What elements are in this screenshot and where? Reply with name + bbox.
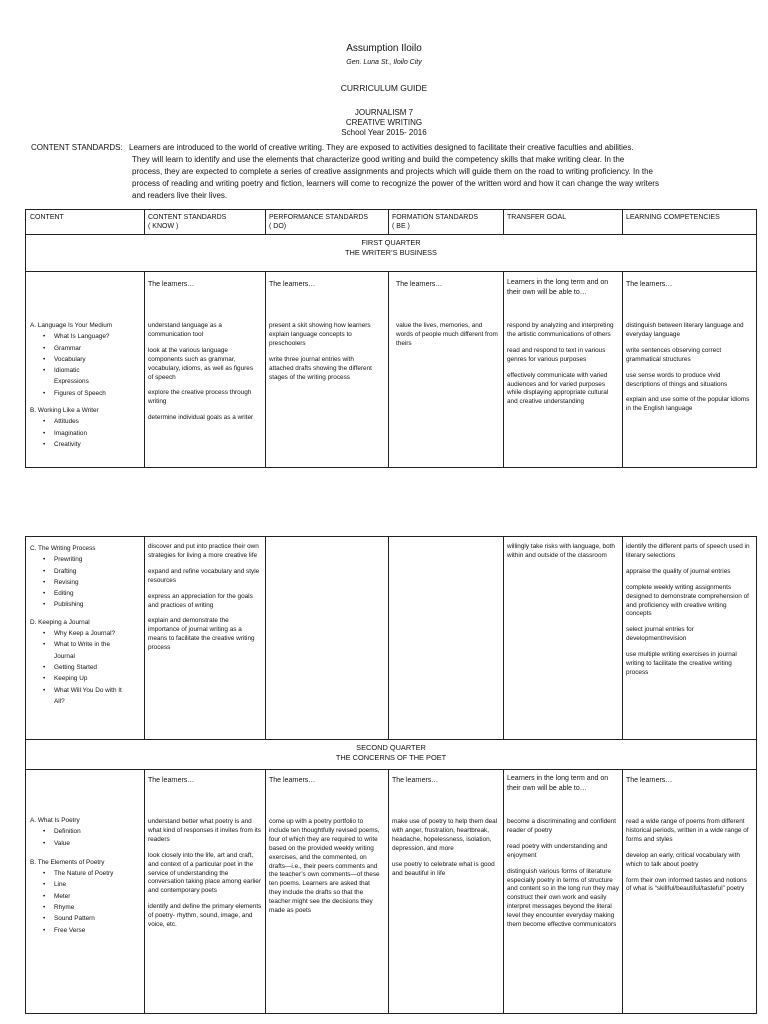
topic-item: • Why Keep a Journal? <box>54 628 144 639</box>
transfer-item: willingly take risks with language, both within and outside of the classroom <box>507 543 615 559</box>
transfer-item: become a discriminating and confident reader of poetry <box>507 818 617 834</box>
column-divider <box>622 210 623 234</box>
learning-competencies-cell <box>626 322 750 421</box>
standard-item: look closely into the life, art and craft, and context of a particular poet in the service of understanding the conversation taking place among earlier and contemporary poets <box>148 851 261 895</box>
standard-item: determine individual goals as a writer <box>148 414 254 422</box>
competency-item: appraise the quality of journal entries <box>626 567 731 575</box>
topic-heading: B. Working Like a Writer <box>30 407 99 415</box>
topic-heading: A. What Is Poetry <box>30 817 80 824</box>
topic-item: • Value <box>54 838 144 849</box>
topic-item: • Grammar <box>54 343 144 354</box>
content-topics <box>30 815 144 936</box>
transfer-intro: Learners in the long term and on their own will be able to… <box>507 775 609 792</box>
topic-item: • Sound Pattern <box>54 913 144 924</box>
standard-item: express an appreciation for the goals and practices of writing <box>148 592 253 609</box>
topic-item: • Attitudes <box>54 416 144 427</box>
transfer-item: distinguish various forms of literature especially poetry in terms of structure and content so in the long run they may construct their own work and easily interpret messages beyond the literal level they encounter everyday making them become effective communicators <box>507 867 619 929</box>
competency-item: identify the different parts of speech used in literary selections <box>626 543 750 559</box>
row-divider <box>26 271 756 272</box>
column-header-competencies: LEARNING COMPETENCIES <box>626 214 720 221</box>
column-header-know <box>148 213 263 231</box>
column-header-line: PERFORMANCE STANDARDS <box>269 214 369 221</box>
topic-item: • Prewriting <box>54 554 144 565</box>
competency-item: use multiple writing exercises in journal writing to facilitate the creative writing process <box>626 651 737 676</box>
learners-intro: The learners… <box>626 281 673 288</box>
column-header-line: FORMATION STANDARDS <box>392 214 479 221</box>
learning-competencies-cell <box>626 818 750 901</box>
standard-item: explain and demonstrate the importance of journal writing as a means to facilitate the creative writing process <box>148 617 255 652</box>
curriculum-table-second-quarter <box>25 536 757 1014</box>
topic-list <box>30 826 144 849</box>
column-divider <box>503 769 504 1013</box>
column-divider <box>622 271 623 467</box>
quarter-title: FIRST QUARTER <box>361 238 421 247</box>
quarter-theme: THE CONCERNS OF THE POET <box>335 753 447 762</box>
topic-item: • Editing <box>54 588 144 599</box>
learners-intro: The learners… <box>269 281 316 288</box>
standard-item: use poetry to celebrate what is good and beautiful in life <box>392 860 495 877</box>
column-header-content: CONTENT <box>30 214 64 221</box>
course-title: CREATIVE WRITING <box>345 118 423 127</box>
content-standards-label: CONTENT STANDARDS: <box>31 143 123 152</box>
standard-item: discover and put into practice their own strategies for living a more creative life <box>148 543 259 559</box>
topic-item: • Idiomatic Expressions <box>54 365 116 388</box>
topic-item: • What Will You Do with It All? <box>54 685 126 708</box>
topic-item: • Free Verse <box>54 925 144 936</box>
standard-item: understand better what poetry is and what kind of responses it invites from its readers <box>148 818 261 843</box>
school-year: School Year 2015- 2016 <box>341 128 427 137</box>
transfer-item: effectively communicate with varied audiences and for varied purposes while displaying appropriate cultural and creative understanding <box>507 371 609 406</box>
standard-item: identify and define the primary elements of poetry- rhythm, sound, image, and voice, etc. <box>148 903 262 929</box>
column-divider <box>388 769 389 1013</box>
row-divider <box>26 234 756 235</box>
competency-item: select journal entries for development/revision <box>626 626 694 643</box>
topic-item: • Imagination <box>54 428 144 439</box>
performance-standards-cell <box>269 322 379 389</box>
curriculum-table-first-quarter <box>25 209 757 468</box>
topic-item: • Meter <box>54 891 144 902</box>
content-topics <box>30 543 144 707</box>
topic-item: • The Nature of Poetry <box>54 868 144 879</box>
learners-intro: The learners… <box>148 281 195 288</box>
content-topics <box>30 320 144 450</box>
subject-title: JOURNALISM 7 <box>354 108 414 117</box>
topic-heading: B. The Elements of Poetry <box>30 858 105 866</box>
transfer-item: respond by analyzing and interpreting the artistic communications of others <box>507 322 614 338</box>
topic-list <box>30 331 144 399</box>
column-header-line: CONTENT STANDARDS <box>148 214 227 221</box>
content-standards-cell <box>148 322 260 430</box>
topic-heading: A. Language Is Your Medium <box>30 322 113 329</box>
competency-item: distinguish between literary language and everyday language <box>626 322 744 338</box>
column-divider <box>388 210 389 234</box>
column-header-be <box>392 213 502 231</box>
competency-item: use sense words to produce vivid descriptions of things and situations <box>626 371 728 388</box>
competency-item: explain and use some of the popular idioms in the English language <box>626 396 750 413</box>
column-divider <box>503 210 504 234</box>
quarter-theme: THE WRITER’S BUSINESS <box>345 248 437 257</box>
learning-competencies-cell <box>626 543 750 685</box>
column-header-line: ( KNOW ) <box>148 223 179 230</box>
topic-item: • Figures of Speech <box>54 388 144 399</box>
learners-intro: The learners… <box>392 777 439 784</box>
topic-item: • Keeping Up <box>54 673 144 684</box>
learners-intro: The learners… <box>396 281 443 288</box>
transfer-goal-cell <box>507 818 619 937</box>
column-divider <box>622 537 623 739</box>
topic-item: • Rhyme <box>54 902 144 913</box>
topic-list <box>30 554 144 610</box>
transfer-intro: Learners in the long term and on their own will be able to… <box>507 279 609 296</box>
column-divider <box>388 271 389 467</box>
row-divider <box>26 769 756 770</box>
topic-heading: D. Keeping a Journal <box>30 618 90 626</box>
topic-item: • Publishing <box>54 599 144 610</box>
column-divider <box>388 537 389 739</box>
transfer-goal-cell <box>507 543 617 568</box>
learners-intro: The learners… <box>626 777 673 784</box>
standard-item: value the lives, memories, and words of people much different from theirs <box>396 322 498 347</box>
standard-item: make use of poetry to help them deal with anger, frustration, heartbreak, headache, hopelessness, isolation, depression, and more <box>392 818 498 852</box>
topic-item: • Drafting <box>54 566 144 577</box>
standard-item: present a skit showing how learners explain language concepts to preschoolers <box>269 322 371 347</box>
column-divider <box>144 537 145 739</box>
transfer-item: read and respond to text in various genres for various purposes <box>507 346 606 363</box>
column-divider <box>265 271 266 467</box>
standard-item: expand and refine vocabulary and style resources <box>148 567 260 584</box>
transfer-goal-cell <box>507 322 617 414</box>
column-divider <box>144 210 145 234</box>
quarter-title: SECOND QUARTER <box>356 743 426 752</box>
performance-standards-cell <box>269 818 383 923</box>
formation-standards-cell <box>396 322 500 356</box>
content-standards-text <box>129 142 747 202</box>
topic-list <box>30 628 144 707</box>
standard-item: explore the creative process through writing <box>148 389 252 406</box>
competency-item: complete weekly writing assignments designed to demonstrate comprehension of and proficiency with creative writing concepts <box>626 583 749 618</box>
school-address: Gen. Luna St., Iloilo City <box>346 59 422 66</box>
row-divider <box>26 739 756 740</box>
standard-item: understand language as a communication tool <box>148 322 222 338</box>
topic-item: • Line <box>54 879 144 890</box>
topic-item: • Vocabulary <box>54 354 144 365</box>
school-name: Assumption Iloilo <box>346 43 422 54</box>
topic-item: • What to Write in the Journal <box>54 639 126 662</box>
competency-item: read a wide range of poems from different historical periods, written in a wide range of forms and styles <box>626 818 749 843</box>
column-divider <box>622 769 623 1013</box>
standard-item: write three journal entries with attached drafts showing the different stages of the writing process <box>269 355 372 381</box>
content-standards-line: They will learn to identify and use the elements that characterize good writing and build the competency skills that make writing clear. In the <box>132 155 625 164</box>
column-header-transfer: TRANSFER GOAL <box>507 214 567 221</box>
column-header-line: ( BE ) <box>392 223 410 230</box>
formation-standards-cell <box>392 818 500 885</box>
column-divider <box>265 769 266 1013</box>
learners-intro: The learners… <box>148 777 195 784</box>
content-standards-line: process of reading and writing poetry and fiction, learners will come to recognize the power of the written word and how it can change the way writers <box>132 179 659 188</box>
standard-item: look at the various language components such as grammar, vocabulary, idioms, as well as figures of speech <box>148 346 254 381</box>
topic-list <box>30 416 144 450</box>
learners-intro: The learners… <box>269 777 316 784</box>
column-header-line: ( DO) <box>269 223 287 230</box>
topic-item: • Definition <box>54 826 144 837</box>
content-standards-cell <box>148 543 260 660</box>
column-divider <box>503 271 504 467</box>
content-standards-line: Learners are introduced to the world of creative writing. They are exposed to activities designed to facilitate their creative faculties and abilities. <box>129 143 634 152</box>
competency-item: develop an early, critical vocabulary with which to talk about poetry <box>626 851 740 868</box>
column-header-do <box>269 213 387 231</box>
column-divider <box>144 769 145 1013</box>
topic-heading: C. The Writing Process <box>30 545 96 552</box>
column-divider <box>144 271 145 467</box>
column-divider <box>265 537 266 739</box>
topic-item: • Getting Started <box>54 662 144 673</box>
topic-item: • Creativity <box>54 439 144 450</box>
standard-item: come up with a poetry portfolio to include ten thoughtfully revised poems, four of which they are required to write based on the provided weekly writing exercises, and the commented, on drafts—i.e., their peers comments and the teacher’s own comments—of these ten poems. Learners are asked that they include the drafts so that the teacher might see the decisions they made as poets <box>269 818 380 915</box>
competency-item: write sentences observing correct grammatical structures <box>626 346 722 363</box>
transfer-item: read poetry with understanding and enjoyment <box>507 842 608 859</box>
content-standards-cell <box>148 818 262 937</box>
content-standards-line: process, they are expected to complete a series of creative assignments and projects which will guide them on the road to writing proficiency. In the <box>132 167 654 176</box>
column-divider <box>265 210 266 234</box>
topic-item: • Revising <box>54 577 144 588</box>
topic-item: • What Is Language? <box>54 331 144 342</box>
topic-list <box>30 868 144 936</box>
document-title: CURRICULUM GUIDE <box>340 83 428 93</box>
column-divider <box>503 537 504 739</box>
content-standards-line: and readers live their lives. <box>132 191 228 200</box>
competency-item: form their own informed tastes and notions of what is “skillful/beautiful/tasteful” poetry <box>626 876 747 893</box>
